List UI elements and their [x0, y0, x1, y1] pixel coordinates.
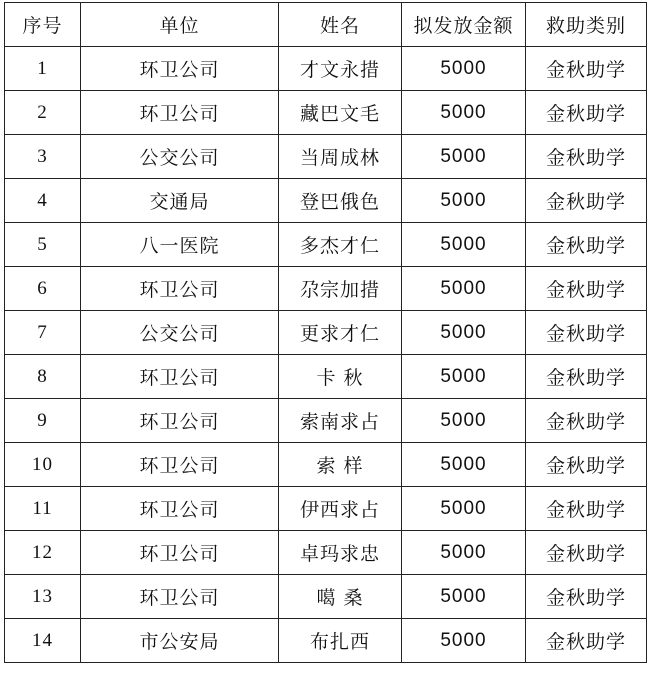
- table-row: [5, 311, 647, 355]
- cell-aid-type: 金秋助学: [526, 91, 647, 135]
- cell-unit: 环卫公司: [81, 443, 279, 487]
- cell-serial-number: 7: [5, 311, 81, 355]
- cell-name: 当周成林: [279, 135, 402, 179]
- header-aid-type: 救助类别: [526, 3, 647, 47]
- table-body: [5, 47, 647, 663]
- cell-serial-number: 6: [5, 267, 81, 311]
- cell-unit: 交通局: [81, 179, 279, 223]
- cell-unit: 环卫公司: [81, 575, 279, 619]
- cell-aid-type: 金秋助学: [526, 443, 647, 487]
- cell-unit: 公交公司: [81, 311, 279, 355]
- table-row: [5, 399, 647, 443]
- cell-amount: 5000: [402, 575, 526, 619]
- cell-aid-type: 金秋助学: [526, 575, 647, 619]
- header-name: 姓名: [279, 3, 402, 47]
- cell-serial-number: 4: [5, 179, 81, 223]
- cell-unit: 市公安局: [81, 619, 279, 663]
- cell-unit: 环卫公司: [81, 531, 279, 575]
- table-row: [5, 487, 647, 531]
- cell-amount: 5000: [402, 311, 526, 355]
- cell-serial-number: 5: [5, 223, 81, 267]
- cell-serial-number: 14: [5, 619, 81, 663]
- cell-amount: 5000: [402, 267, 526, 311]
- cell-name: 尕宗加措: [279, 267, 402, 311]
- header-amount: 拟发放金额: [402, 3, 526, 47]
- cell-serial-number: 3: [5, 135, 81, 179]
- header-serial-number: 序号: [5, 3, 81, 47]
- cell-name: 布扎西: [279, 619, 402, 663]
- cell-name: 卓玛求忠: [279, 531, 402, 575]
- cell-serial-number: 2: [5, 91, 81, 135]
- table-row: [5, 355, 647, 399]
- table-row: [5, 619, 647, 663]
- cell-amount: 5000: [402, 531, 526, 575]
- cell-aid-type: 金秋助学: [526, 135, 647, 179]
- table-row: [5, 443, 647, 487]
- table-row: [5, 531, 647, 575]
- cell-serial-number: 10: [5, 443, 81, 487]
- cell-serial-number: 13: [5, 575, 81, 619]
- table-header: [5, 3, 647, 47]
- cell-amount: 5000: [402, 443, 526, 487]
- header-unit: 单位: [81, 3, 279, 47]
- table-row: [5, 135, 647, 179]
- cell-aid-type: 金秋助学: [526, 47, 647, 91]
- cell-name: 卡 秋: [279, 355, 402, 399]
- table-row: [5, 267, 647, 311]
- table-row: [5, 179, 647, 223]
- cell-unit: 环卫公司: [81, 267, 279, 311]
- cell-name: 多杰才仁: [279, 223, 402, 267]
- cell-aid-type: 金秋助学: [526, 355, 647, 399]
- cell-aid-type: 金秋助学: [526, 223, 647, 267]
- cell-aid-type: 金秋助学: [526, 487, 647, 531]
- cell-serial-number: 8: [5, 355, 81, 399]
- cell-amount: 5000: [402, 399, 526, 443]
- cell-aid-type: 金秋助学: [526, 267, 647, 311]
- cell-name: 索南求占: [279, 399, 402, 443]
- header-row: [5, 3, 647, 47]
- cell-unit: 公交公司: [81, 135, 279, 179]
- cell-amount: 5000: [402, 91, 526, 135]
- cell-aid-type: 金秋助学: [526, 399, 647, 443]
- cell-name: 登巴俄色: [279, 179, 402, 223]
- table-row: [5, 223, 647, 267]
- cell-amount: 5000: [402, 619, 526, 663]
- cell-unit: 环卫公司: [81, 355, 279, 399]
- cell-unit: 环卫公司: [81, 399, 279, 443]
- cell-name: 更求才仁: [279, 311, 402, 355]
- cell-name: 伊西求占: [279, 487, 402, 531]
- cell-name: 索 样: [279, 443, 402, 487]
- cell-name: 才文永措: [279, 47, 402, 91]
- cell-amount: 5000: [402, 355, 526, 399]
- cell-aid-type: 金秋助学: [526, 311, 647, 355]
- cell-name: 噶 桑: [279, 575, 402, 619]
- cell-amount: 5000: [402, 179, 526, 223]
- cell-unit: 环卫公司: [81, 487, 279, 531]
- aid-recipient-table: [4, 2, 647, 663]
- cell-amount: 5000: [402, 223, 526, 267]
- table-row: [5, 575, 647, 619]
- cell-aid-type: 金秋助学: [526, 619, 647, 663]
- cell-unit: 环卫公司: [81, 91, 279, 135]
- cell-serial-number: 12: [5, 531, 81, 575]
- cell-amount: 5000: [402, 135, 526, 179]
- cell-aid-type: 金秋助学: [526, 179, 647, 223]
- cell-unit: 八一医院: [81, 223, 279, 267]
- cell-amount: 5000: [402, 47, 526, 91]
- cell-serial-number: 9: [5, 399, 81, 443]
- cell-amount: 5000: [402, 487, 526, 531]
- table-row: [5, 91, 647, 135]
- cell-serial-number: 1: [5, 47, 81, 91]
- cell-serial-number: 11: [5, 487, 81, 531]
- cell-name: 藏巴文毛: [279, 91, 402, 135]
- table-row: [5, 47, 647, 91]
- cell-unit: 环卫公司: [81, 47, 279, 91]
- cell-aid-type: 金秋助学: [526, 531, 647, 575]
